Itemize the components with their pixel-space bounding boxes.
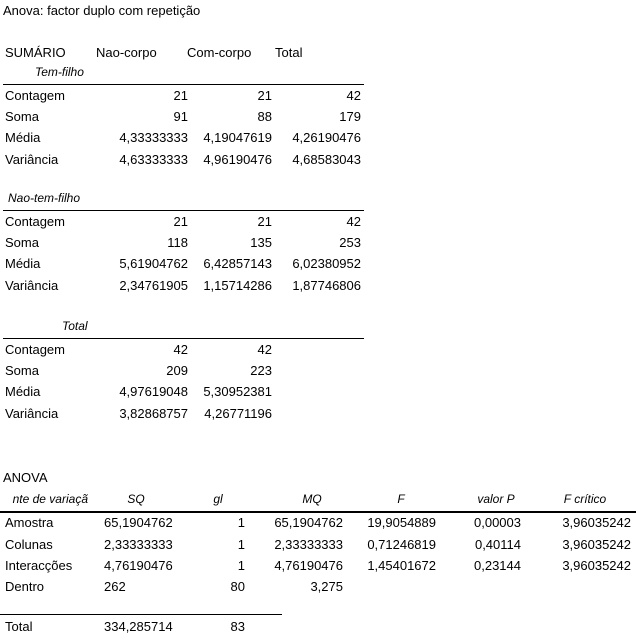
summary-cell: 118 <box>167 235 188 251</box>
summary-cell: 4,19047619 <box>203 130 272 146</box>
summary-cell: 4,33333333 <box>119 130 188 146</box>
anova-header-col: F crítico <box>563 492 607 506</box>
summary-row-label: Média <box>5 130 41 146</box>
summary-cell: 6,02380952 <box>292 256 361 272</box>
anova-row-label: Interacções <box>5 558 73 573</box>
summary-group-name: Tem-filho <box>35 65 84 79</box>
anova-header-col: gl <box>213 492 223 506</box>
summary-cell: 1,15714286 <box>203 277 272 293</box>
anova-row-label: Dentro <box>5 579 45 594</box>
anova-cell: 0,40114 <box>474 537 521 552</box>
summary-cell: 4,97619048 <box>119 384 188 400</box>
summary-group-name: Total <box>62 319 88 333</box>
anova-total-sq: 334,285714 <box>104 619 173 634</box>
anova-cell: 3,96035242 <box>562 558 631 573</box>
anova-header-col: MQ <box>302 492 322 506</box>
anova-row-label: Colunas <box>5 537 53 552</box>
summary-cell: 21 <box>257 88 272 103</box>
summary-cell: 253 <box>339 235 361 251</box>
anova-cell: 3,96035242 <box>562 537 631 552</box>
summary-group-rule <box>3 338 364 339</box>
summary-cell: 179 <box>339 109 361 125</box>
anova-total-rule <box>0 614 282 615</box>
summary-header-col3: Total <box>275 45 303 60</box>
summary-cell: 2,34761905 <box>119 277 188 293</box>
summary-cell: 42 <box>173 342 188 357</box>
summary-row-label: Soma <box>5 363 39 379</box>
summary-group-rule <box>3 84 364 85</box>
summary-row-label: Soma <box>5 109 39 125</box>
summary-cell: 42 <box>346 88 361 103</box>
summary-row-label: Contagem <box>5 214 65 229</box>
anova-cell: 1 <box>237 558 245 573</box>
anova-cell: 0,00003 <box>474 515 521 530</box>
summary-cell: 91 <box>173 109 188 125</box>
summary-group-rule <box>3 210 364 211</box>
summary-cell: 4,68583043 <box>292 151 361 167</box>
anova-total-label: Total <box>5 619 33 634</box>
summary-cell: 21 <box>173 88 188 103</box>
summary-cell: 5,30952381 <box>203 384 272 400</box>
summary-cell: 21 <box>173 214 188 229</box>
summary-cell: 88 <box>257 109 272 125</box>
summary-row-label: Média <box>5 384 41 400</box>
anova-header-col: valor P <box>477 492 515 506</box>
anova-cell: 4,76190476 <box>274 558 343 573</box>
summary-cell: 21 <box>257 214 272 229</box>
anova-cell: 65,1904762 <box>104 515 173 530</box>
anova-cell: 1 <box>237 537 245 552</box>
summary-cell: 6,42857143 <box>203 256 272 272</box>
anova-cell: 0,23144 <box>474 558 521 573</box>
summary-row-label: Variância <box>5 405 59 421</box>
summary-cell: 223 <box>250 363 272 379</box>
anova-header-rule <box>0 511 636 513</box>
anova-cell: 262 <box>104 579 126 594</box>
anova-header-col: SQ <box>127 492 145 506</box>
anova-cell: 1,45401672 <box>367 558 436 573</box>
anova-header-col: F <box>397 492 405 506</box>
anova-cell: 65,1904762 <box>274 515 343 530</box>
summary-header-col2: Com-corpo <box>187 45 252 60</box>
anova-cell: 3,275 <box>310 579 343 594</box>
anova-row-label: Amostra <box>5 515 54 530</box>
summary-cell: 5,61904762 <box>119 256 188 272</box>
anova-cell: 4,76190476 <box>104 558 173 573</box>
summary-cell: 42 <box>346 214 361 229</box>
summary-cell: 209 <box>166 363 188 379</box>
anova-total-gl: 83 <box>230 619 245 634</box>
anova-cell: 19,9054889 <box>367 515 436 530</box>
anova-cell: 80 <box>230 579 245 594</box>
anova-cell: 3,96035242 <box>562 515 631 530</box>
summary-cell: 4,96190476 <box>203 151 272 167</box>
summary-cell: 42 <box>257 342 272 357</box>
summary-row-label: Média <box>5 256 41 272</box>
anova-title: ANOVA <box>3 470 48 485</box>
summary-cell: 3,82868757 <box>119 405 188 421</box>
page-title: Anova: factor duplo com repetição <box>3 3 201 18</box>
anova-cell: 2,33333333 <box>274 537 343 552</box>
summary-cell: 1,87746806 <box>292 277 361 293</box>
summary-cell: 4,26190476 <box>292 130 361 146</box>
summary-header-col1: Nao-corpo <box>96 45 157 60</box>
summary-cell: 4,26771196 <box>204 405 272 421</box>
anova-cell: 0,71246819 <box>367 537 436 552</box>
anova-cell: 2,33333333 <box>104 537 173 552</box>
summary-group-name: Nao-tem-filho <box>8 191 81 205</box>
anova-cell: 1 <box>237 515 245 530</box>
summary-row-label: Contagem <box>5 88 65 103</box>
summary-cell: 4,63333333 <box>119 151 188 167</box>
summary-row-label: Variância <box>5 151 59 167</box>
summary-cell: 135 <box>250 235 272 251</box>
summary-row-label: Contagem <box>5 342 65 357</box>
summary-header-label: SUMÁRIO <box>5 45 66 60</box>
anova-header-label: nte de variaçã <box>12 492 88 506</box>
summary-row-label: Soma <box>5 235 39 251</box>
summary-row-label: Variância <box>5 277 59 293</box>
